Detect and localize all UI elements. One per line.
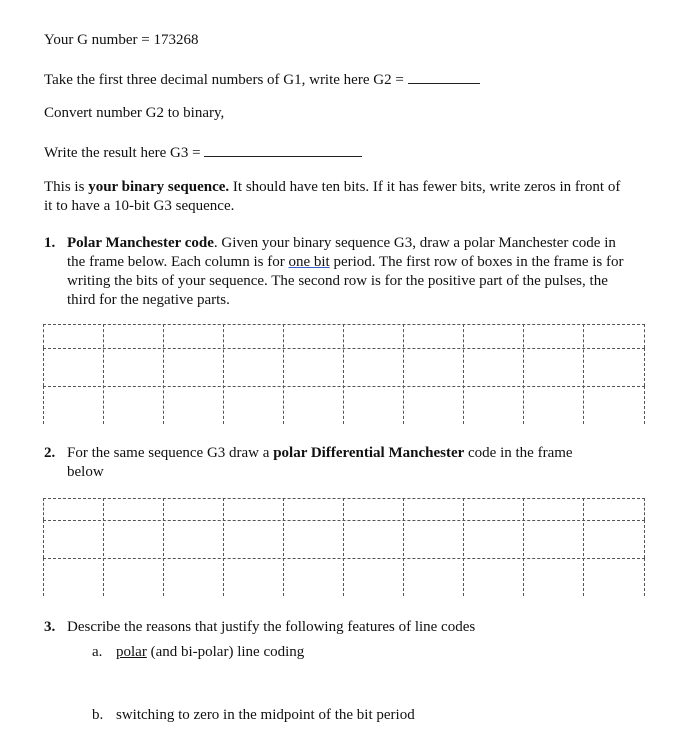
binary-sequence-paragraph [44, 178, 624, 216]
take-first-line [44, 68, 480, 90]
q2-bold: polar Differential Manchester [273, 445, 465, 461]
q3-number: 3. [44, 619, 56, 635]
intro-rest: It should have ten bits. If it has fewer bits, write zeros in front of it to have a 10-bit G3 sequence. [44, 179, 621, 214]
q2-text-b: code in the frame below [67, 445, 573, 480]
g3-answer-blank[interactable] [204, 141, 362, 157]
write-result-text: Write the result here G3 = [44, 145, 201, 161]
q3b-label: b. [92, 707, 104, 723]
negative-pulse-row[interactable] [43, 386, 645, 424]
q3a-underlined: polar [116, 644, 147, 660]
q1-title: Polar Manchester code [67, 235, 214, 251]
manchester-frame[interactable] [43, 324, 645, 424]
intro-prefix: This is [44, 179, 89, 195]
write-result-line [44, 141, 362, 163]
diff-bits-row[interactable] [43, 498, 645, 520]
differential-manchester-frame[interactable] [43, 498, 645, 596]
q1-underlined: one bit [288, 254, 330, 270]
q1-number: 1. [44, 235, 56, 251]
take-first-text: Take the first three decimal numbers of G1, write here G2 = [44, 72, 404, 88]
intro-bold: your binary sequence. [88, 179, 230, 195]
q3b-text: switching to zero in the midpoint of the bit period [116, 707, 415, 723]
diff-negative-row[interactable] [43, 558, 645, 596]
q3a-label: a. [92, 644, 103, 660]
q3a-text [116, 643, 304, 662]
g-number-line: Your G number = 173268 [44, 32, 199, 48]
convert-line: Convert number G2 to binary, [44, 105, 225, 121]
q3-text: Describe the reasons that justify the following features of line codes [67, 619, 476, 635]
q3a-rest: (and bi-polar) line coding [146, 644, 305, 660]
bits-row[interactable] [43, 324, 645, 348]
q2-number: 2. [44, 445, 56, 461]
diff-positive-row[interactable] [43, 520, 645, 558]
q1-text-b: period. The first row of boxes in the frame is for writing the bits of your sequence. The second row is for the positive part of the pulses, the third for the negative parts. [67, 254, 624, 308]
q1-text-a: . Given your binary sequence G3, draw a polar Manchester code in the frame below. Each column is for [67, 235, 616, 270]
g2-answer-blank[interactable] [408, 68, 480, 84]
q2-text-a: For the same sequence G3 draw a [67, 445, 274, 461]
positive-pulse-row[interactable] [43, 348, 645, 386]
q1-paragraph [67, 234, 627, 310]
q2-paragraph [67, 444, 612, 482]
